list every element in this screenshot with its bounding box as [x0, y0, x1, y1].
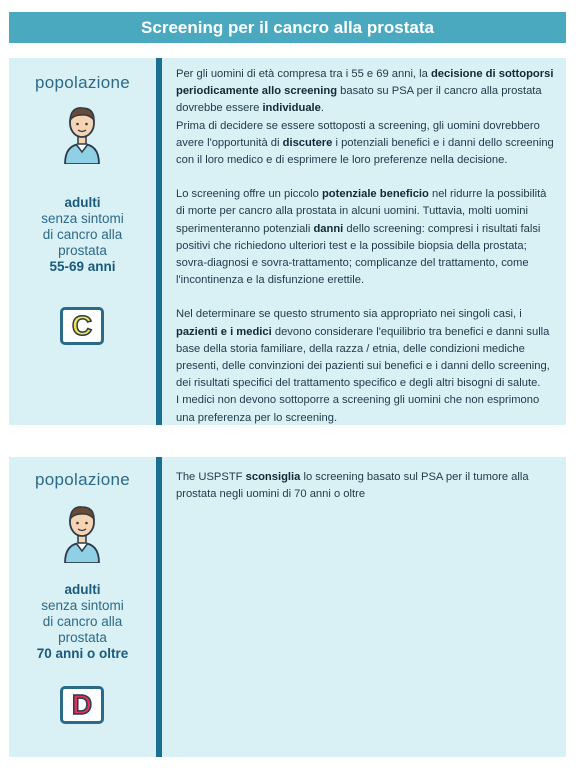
- population-label: popolazione: [35, 470, 130, 489]
- paragraph: Per gli uomini di età compresa tra i 55 e 69 anni, la decisione di sottoporsi periodicamente allo screening basato su PSA per il cancro alla prostata dovrebbe essere individuale.: [176, 68, 554, 115]
- recommendation-panel-70-plus: [9, 457, 566, 757]
- paragraph: Nel determinare se questo strumento sia appropriato nei singoli casi, i pazienti e i medici devono considerare l'equilibrio tra benefici e danni sulla base della storia familiare, della razza / etnia, delle condizioni mediche presenti, delle convinzioni dei pazienti sui benefici e i danni dello screening, dei risultati specifici del trattamento specifico e degli altri bisogni di salute.: [176, 308, 550, 390]
- column-divider: [156, 58, 162, 425]
- paragraph: Prima di decidere se essere sottoposti a screening, gli uomini dovrebbero avere l'opportunità di discutere i potenziali benefici e i danni dello screening con il loro medico e di esprimere le loro preferenze nella decisione.: [176, 119, 554, 167]
- paragraph: Lo screening offre un piccolo potenziale beneficio nel ridurre la possibilità di morte per cancro alla prostata in alcuni uomini. Tuttavia, molti uomini sperimenteranno potenziali danni dello screening: compresi i risultati falsi positivi che richiedono ulteriori test e la possibile biopsia della prostata; sovra-diagnosi e sovra-trattamento; complicanze del trattamento, come l'incontinenza e la disfunzione erettile.: [176, 188, 547, 287]
- person-icon: [59, 102, 105, 164]
- recommendation-text: [176, 66, 558, 427]
- population-description: adulti senza sintomi di cancro alla prostata 70 anni o oltre: [36, 582, 129, 661]
- population-label: popolazione: [35, 73, 130, 92]
- person-icon: [59, 501, 105, 563]
- population-description: adulti senza sintomi di cancro alla prostata 55-69 anni: [41, 195, 124, 274]
- grade-badge-c: C: [60, 307, 104, 345]
- grade-badge-d: D: [60, 686, 104, 724]
- age-range: 70 anni o oltre: [36, 646, 129, 661]
- population-column: [9, 457, 156, 757]
- page-title: Screening per il cancro alla prostata: [9, 12, 566, 43]
- column-divider: [156, 457, 162, 757]
- recommendation-panel-55-69: [9, 58, 566, 425]
- population-column: [9, 58, 156, 425]
- paragraph: I medici non devono sottoporre a screening gli uomini che non esprimono una preferenza per lo screening.: [176, 394, 540, 424]
- paragraph: The USPSTF sconsiglia lo screening basato sul PSA per il tumore alla prostata negli uomini di 70 anni o oltre: [176, 471, 529, 501]
- age-range: 55-69 anni: [49, 259, 116, 274]
- recommendation-text: [176, 469, 558, 503]
